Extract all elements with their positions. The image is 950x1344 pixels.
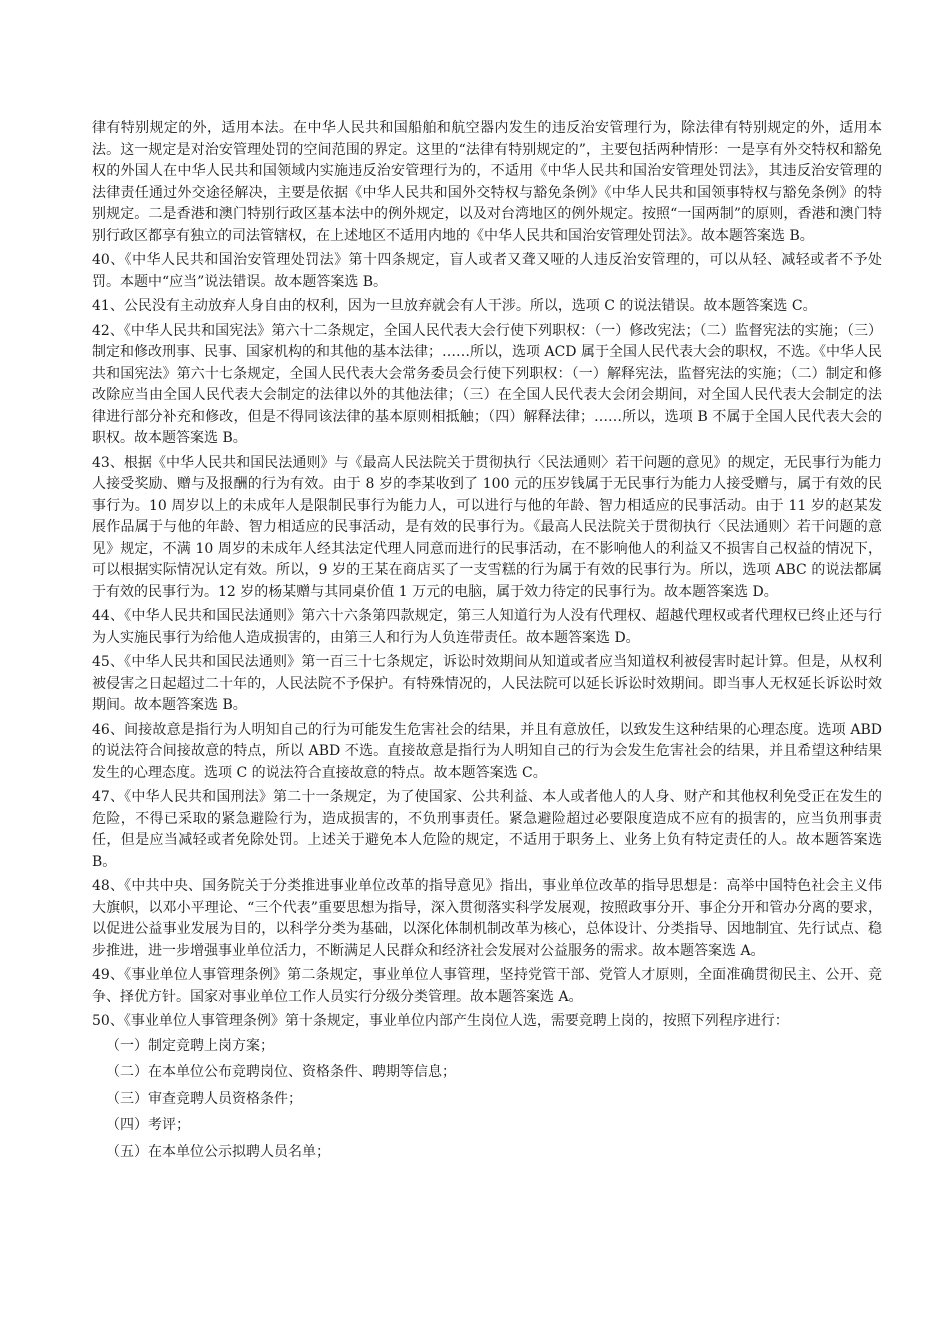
paragraph-40: 40、《中华人民共和国治安管理处罚法》第十四条规定，盲人或者又聋又哑的人违反治安管理的，可以从轻、减轻或者不予处罚。本题中“应当”说法错误。故本题答案选 B。 — [92, 252, 882, 290]
procedure-item-2: （二）在本单位公布竞聘岗位、资格条件、聘期等信息； — [106, 1064, 456, 1080]
procedure-item-4: （四）考评； — [106, 1117, 190, 1133]
paragraph-46: 46、间接故意是指行为人明知自己的行为可能发生危害社会的结果，并且有意放任，以致发生这种结果的心理态度。选项 ABD 的说法符合间接故意的特点，所以 ABD 不选。直接故意是指行为人明知自己的行为会发生危害社会的结果，并且希望这种结果发生的心理态度。选项 C 的说法符合直接故意的特点。故本题答案选 C。 — [92, 721, 882, 781]
paragraph-41: 41、公民没有主动放弃人身自由的权利，因为一旦放弃就会有人干涉。所以，选项 C 的说法错误。故本题答案选 C。 — [92, 298, 817, 314]
document-page — [92, 118, 882, 1168]
paragraph-43: 43、根据《中华人民共和国民法通则》与《最高人民法院关于贯彻执行〈民法通则〉若干问题的意见》的规定，无民事行为能力人接受奖励、赠与及报酬的行为有效。由于 8 岁的李某收到了 100 元的压岁钱属于无民事行为能力人接受赠与，属于有效的民事行为。10 周岁以上的未成年人是限制民事行为能力人，可以进行与他的年龄、智力相适应的民事活动。由于 11 岁的赵某发展作品属于与他的年龄、智力相适应的民事活动，是有效的民事行为。《最高人民法院关于贯彻执行〈民法通则〉若干问题的意见》规定，不满 10 周岁的未成年人经其法定代理人同意而进行的民事活动，在不影响他人的利益又不损害自己权益的情况下，可以根据实际情况认定有效。所以，9 岁的王某在商店买了一支雪糕的行为属于有效的民事行为。所以，选项 ABC 的说法都属于有效的民事行为。12 岁的杨某赠与其同桌价值 1 万元的电脑，属于效力待定的民事行为。故本题答案选 D。 — [92, 454, 882, 600]
procedure-list — [92, 1036, 882, 1164]
paragraph-45: 45、《中华人民共和国民法通则》第一百三十七条规定，诉讼时效期间从知道或者应当知道权利被侵害时起计算。但是，从权利被侵害之日起超过二十年的，人民法院不予保护。有特殊情况的，人民法院可以延长诉讼时效期间。即当事人无权延长诉讼时效期间。故本题答案选 B。 — [92, 654, 882, 713]
procedure-item-5: （五）在本单位公示拟聘人员名单； — [106, 1143, 330, 1160]
procedure-item-3: （三）审查竞聘人员资格条件； — [106, 1090, 302, 1107]
procedure-item-1: （一）制定竞聘上岗方案； — [106, 1037, 274, 1054]
paragraph-49: 49、《事业单位人事管理条例》第二条规定，事业单位人事管理，坚持党管干部、党管人才原则，全面准确贯彻民主、公开、竞争、择优方针。国家对事业单位工作人员实行分级分类管理。故本题答案选 A。 — [92, 967, 882, 1005]
paragraph-47: 47、《中华人民共和国刑法》第二十一条规定，为了使国家、公共利益、本人或者他人的人身、财产和其他权利免受正在发生的危险，不得已采取的紧急避险行为，造成损害的，不负刑事责任。紧急避险超过必要限度造成不应有的损害的，应当负刑事责任，但是应当减轻或者免除处罚。上述关于避免本人危险的规定，不适用于职务上、业务上负有特定责任的人。故本题答案选 B。 — [92, 789, 882, 870]
paragraph-48: 48、《中共中央、国务院关于分类推进事业单位改革的指导意见》指出，事业单位改革的指导思想是：高举中国特色社会主义伟大旗帜，以邓小平理论、“三个代表”重要思想为指导，深入贯彻落实科学发展观，按照政事分开、事企分开和管办分离的要求，以促进公益事业发展为目的，以科学分类为基础，以深化体制机制改革为核心，总体设计、分类指导、因地制宜、先行试点、稳步推进，进一步增强事业单位活力，不断满足人民群众和经济社会发展对公益服务的需求。故本题答案选 A。 — [92, 878, 882, 959]
paragraph-44: 44、《中华人民共和国民法通则》第六十六条第四款规定，第三人知道行为人没有代理权、超越代理权或者代理权已终止还与行为人实施民事行为给他人造成损害的，由第三人和行为人负连带责任。故本题答案选 D。 — [92, 608, 882, 646]
paragraph-42: 42、《中华人民共和国宪法》第六十二条规定，全国人民代表大会行使下列职权：（一）修改宪法；（二）监督宪法的实施；（三）制定和修改刑事、民事、国家机构的和其他的基本法律；……所以，选项 ACD 属于全国人民代表大会的职权，不选。《中华人民共和国宪法》第六十七条规定，全国人民代表大会常务委员会行使下列职权：（一）解释宪法，监督宪法的实施；（二）制定和修改除应当由全国人民代表大会制定的法律以外的其他法律；（三）在全国人民代表大会闭会期间，对全国人民代表大会制定的法律进行部分补充和修改，但是不得同该法律的基本原则相抵触；（四）解释法律；……所以，选项 B 不属于全国人民代表大会的职权。故本题答案选 B。 — [92, 322, 882, 446]
paragraph-39-continued: 律有特别规定的外，适用本法。在中华人民共和国船舶和航空器内发生的违反治安管理行为，除法律有特别规定的外，适用本法。这一规定是对治安管理处罚的空间范围的界定。这里的“法律有特别规定的”，主要包括两种情形：一是享有外交特权和豁免权的外国人在中华人民共和国领域内实施违反治安管理行为的，不适用《中华人民共和国治安管理处罚法》，其违反治安管理的法律责任通过外交途径解决，主要是依据《中华人民共和国外交特权与豁免条例》《中华人民共和国领事特权与豁免条例》的特别规定。二是香港和澳门特别行政区基本法中的例外规定，以及对台湾地区的例外规定。按照“一国两制”的原则，香港和澳门特别行政区都享有独立的司法管辖权，在上述地区不适用内地的《中华人民共和国治安管理处罚法》。故本题答案选 B。 — [92, 120, 882, 244]
paragraph-50: 50、《事业单位人事管理条例》第十条规定，事业单位内部产生岗位人选，需要竞聘上岗的，按照下列程序进行： — [92, 1013, 789, 1029]
